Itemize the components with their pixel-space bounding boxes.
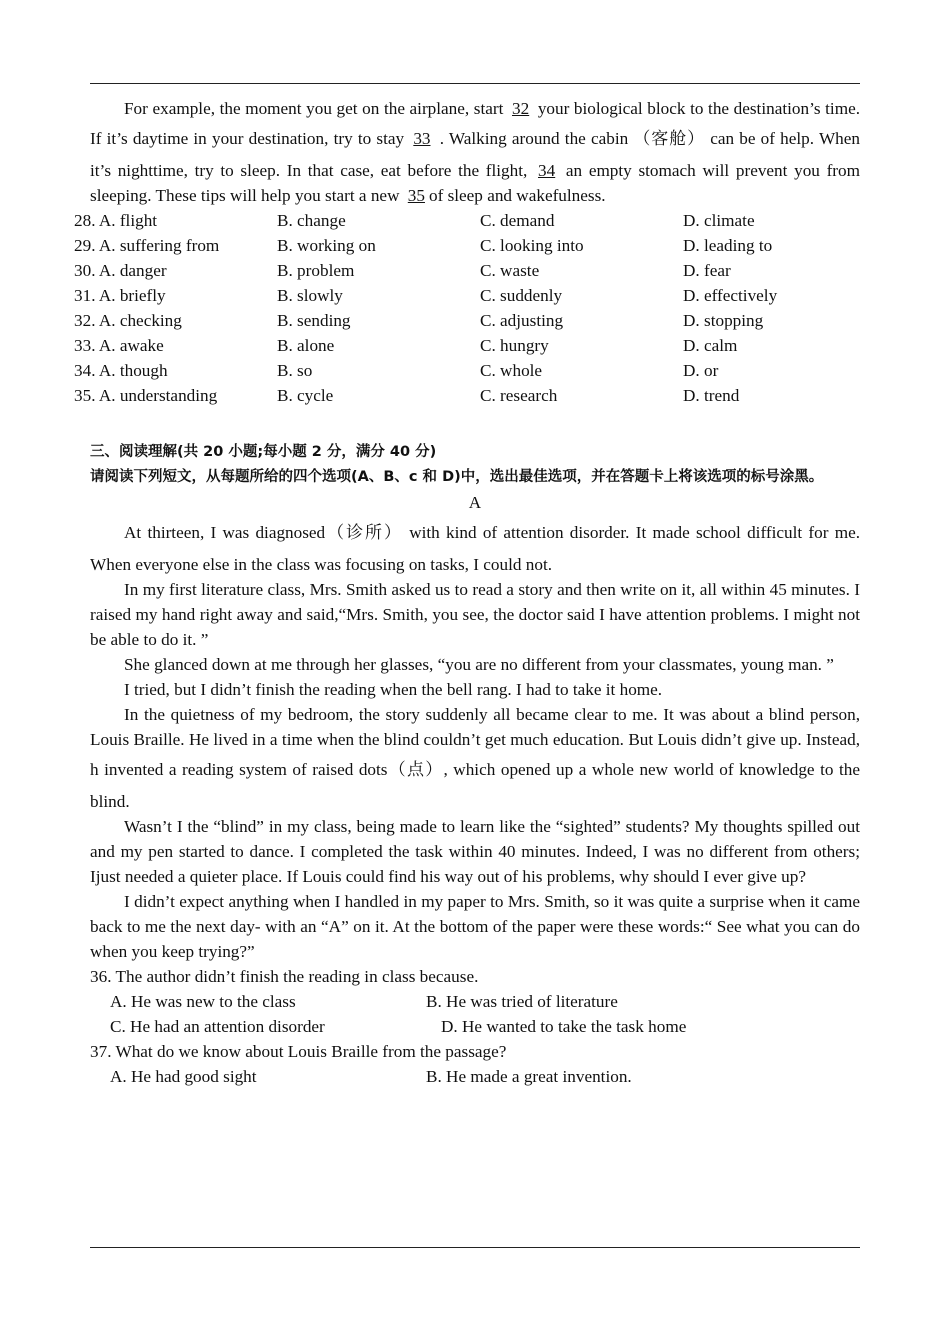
answer-row — [90, 989, 860, 1014]
option-row-29 — [74, 233, 860, 258]
passage-paragraph: At thirteen, I was diagnosed（诊所） with kind of attention disorder. It made school difficult for me. When everyone else in the class was focusing on tasks, I could not. — [90, 523, 860, 574]
passage-paragraph: I didn’t expect anything when I handled in my paper to Mrs. Smith, so it was quite a surprise when it came back to me the next day- with an “A” on it. At the bottom of the paper were these words:“ See what you can do when you keep trying?” — [90, 892, 860, 961]
answer-a: A. He was new to the class — [110, 992, 296, 1011]
option-c: C. hungry — [480, 336, 549, 355]
cloze-options — [74, 208, 860, 408]
option-c: C. waste — [480, 261, 540, 280]
question-36: 36. The author didn’t finish the reading in class because. — [90, 967, 479, 986]
answer-b: B. He made a great invention. — [426, 1067, 632, 1086]
option-a: 30. A. danger — [74, 261, 167, 280]
answer-a: A. He had good sight — [110, 1067, 257, 1086]
option-c: C. demand — [480, 211, 555, 230]
option-row-35 — [74, 383, 860, 408]
option-d: D. trend — [683, 386, 740, 405]
passage-paragraph: She glanced down at me through her glasses, “you are no different from your classmates, young man. ” — [124, 655, 834, 674]
passage-paragraph: I tried, but I didn’t finish the reading when the bell rang. I had to take it home. — [124, 680, 663, 699]
option-a: 29. A. suffering from — [74, 236, 220, 255]
passage-paragraph: Wasn’t I the “blind” in my class, being made to learn like the “sighted” students? My thoughts spilled out and my pen started to dance. I completed the task within 40 minutes. Indeed, I was no different from others; Ijust needed a quieter place. If Louis could find his way out of his problems, why should I ever give up? — [90, 817, 860, 886]
option-b: B. alone — [277, 336, 335, 355]
section-instruction: 请阅读下列短文，从每题所给的四个选项(A、B、c 和 D)中，选出最佳选项，并在答题卡上将该选项的标号涂黑。 — [90, 469, 824, 485]
option-c: C. adjusting — [480, 311, 564, 330]
option-row-34 — [74, 358, 860, 383]
answer-row — [90, 1064, 860, 1089]
answer-d: D. He wanted to take the task home — [441, 1017, 687, 1036]
option-a: 31. A. briefly — [74, 286, 166, 305]
passage-label: A — [468, 493, 482, 512]
passage-paragraph: In my first literature class, Mrs. Smith asked us to read a story and then write on it, all within 45 minutes. I raised my hand right away and said,“Mrs. Smith, you see, the doctor said I have attention problems. I might not be able to do it. ” — [90, 580, 860, 649]
option-row-30 — [74, 258, 860, 283]
option-b: B. change — [277, 211, 346, 230]
section-title: 三、阅读理解(共 20 小题;每小题 2 分，满分 40 分) — [90, 444, 437, 460]
option-b: B. problem — [277, 261, 355, 280]
option-d: D. effectively — [683, 286, 778, 305]
blank-32: 32 — [512, 99, 530, 118]
option-b: B. slowly — [277, 286, 343, 305]
option-c: C. looking into — [480, 236, 584, 255]
header-rule — [90, 83, 860, 84]
option-b: B. so — [277, 361, 313, 380]
passage-paragraph: In the quietness of my bedroom, the story suddenly all became clear to me. It was about a blind person, Louis Braille. He lived in a time when the blind couldn’t get much education. But Louis didn’t give up. Instead, h invented a reading system of raised dots（点）, which opened up a whole new world of knowledge to the blind. — [90, 705, 860, 811]
option-c: C. suddenly — [480, 286, 563, 305]
option-a: 32. A. checking — [74, 311, 182, 330]
option-d: D. climate — [683, 211, 755, 230]
option-a: 35. A. understanding — [74, 386, 218, 405]
option-b: B. sending — [277, 311, 351, 330]
option-d: D. fear — [683, 261, 731, 280]
option-a: 34. A. though — [74, 361, 168, 380]
option-d: D. leading to — [683, 236, 773, 255]
option-b: B. working on — [277, 236, 376, 255]
question-37: 37. What do we know about Louis Braille from the passage? — [90, 1042, 507, 1061]
option-row-33 — [74, 333, 860, 358]
option-b: B. cycle — [277, 386, 334, 405]
answer-b: B. He was tried of literature — [426, 992, 618, 1011]
answer-row — [90, 1014, 860, 1039]
option-d: D. or — [683, 361, 719, 380]
option-a: 28. A. flight — [74, 211, 158, 230]
option-a: 33. A. awake — [74, 336, 164, 355]
option-row-31 — [74, 283, 860, 308]
blank-33: 33 — [413, 129, 431, 148]
cloze-passage-text: For example, the moment you get on the airplane, start 32 your biological block to the destination’s time. If it’s daytime in your destination, try to stay 33 . Walking around the cabin （客舱） can be of help. When it’s nighttime, try to sleep. In that case, eat before the flight, 34 an empty stomach will prevent you from sleeping. These tips will help you start a new 35 of sleep and wakefulness. — [90, 96, 860, 208]
option-d: D. stopping — [683, 311, 764, 330]
exam-page — [74, 96, 860, 1089]
blank-34: 34 — [538, 161, 556, 180]
blank-35: 35 — [407, 186, 425, 205]
option-d: D. calm — [683, 336, 738, 355]
option-c: C. research — [480, 386, 558, 405]
option-row-28 — [74, 208, 860, 233]
answer-c: C. He had an attention disorder — [110, 1017, 325, 1036]
option-row-32 — [74, 308, 860, 333]
footer-rule — [90, 1247, 860, 1248]
option-c: C. whole — [480, 361, 543, 380]
